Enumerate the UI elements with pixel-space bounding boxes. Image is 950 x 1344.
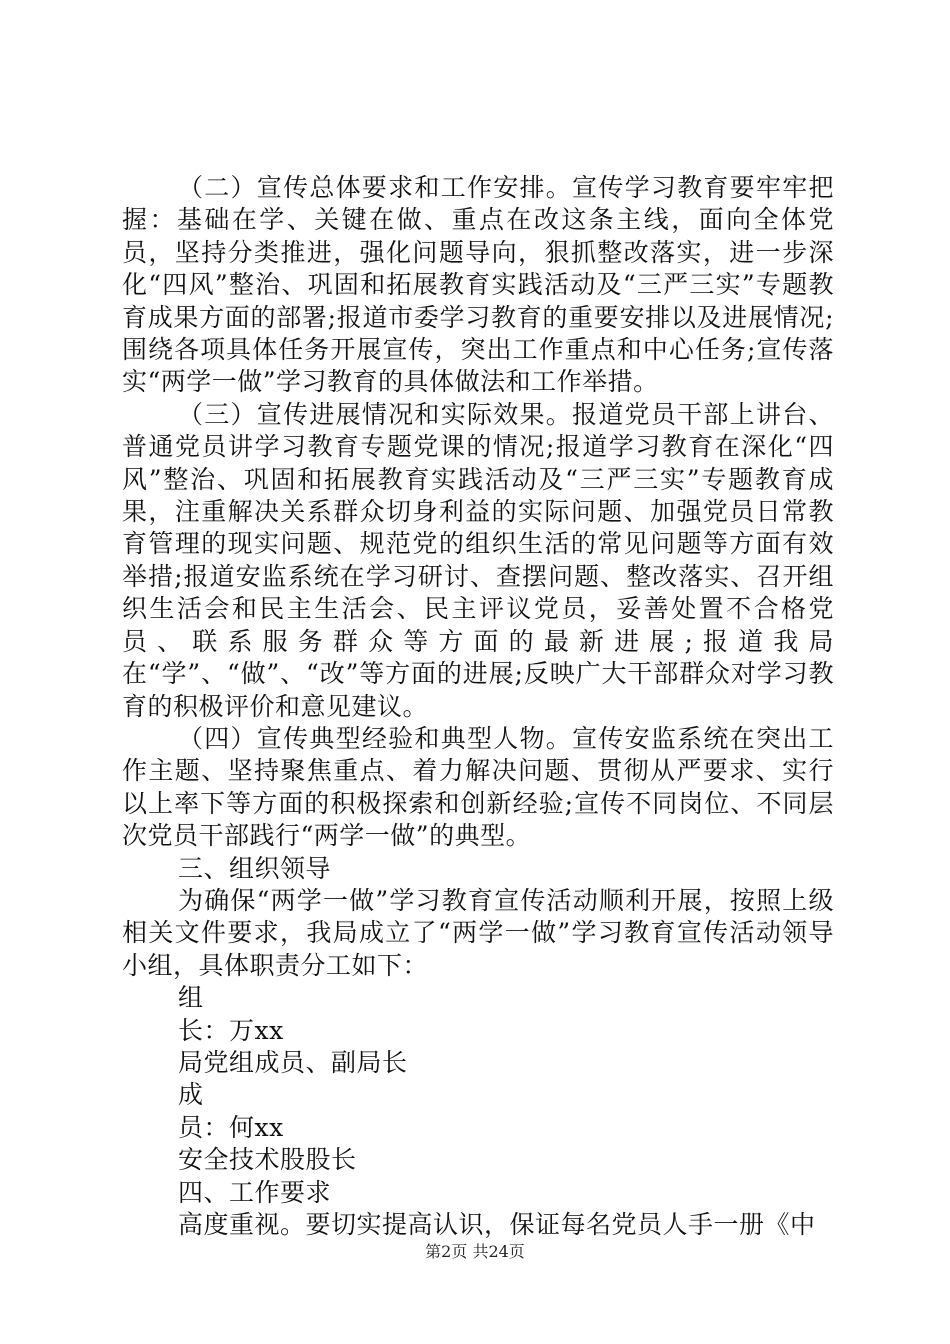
page-footer: 第2页 共24页: [425, 1242, 525, 1261]
paragraph-leading-group: 为确保“两学一做”学习教育宣传活动顺利开展，按照上级相关文件要求，我局成立了“两学一做”学习教育宣传活动领导小组，具体职责分工如下：: [122, 885, 834, 980]
heading-organization-leadership: 三、组织领导: [178, 853, 332, 883]
document-body: [122, 172, 834, 1241]
heading-work-requirements: 四、工作要求: [178, 1177, 332, 1207]
line-group-leader-2: 长：万xx: [178, 1015, 284, 1045]
paragraph-high-attention: 高度重视。要切实提高认识，保证每名党员人手一册《中: [178, 1210, 816, 1239]
line-leader-title: 局党组成员、副局长: [178, 1047, 408, 1077]
line-group-leader-1: 组: [178, 983, 204, 1013]
paragraph-publicity-requirements: （二）宣传总体要求和工作安排。宣传学习教育要牢牢把握：基础在学、关键在做、重点在改这条主线，面向全体党员，坚持分类推进，强化问题导向，狠抓整改落实，进一步深化“四风”整治、巩固和拓展教育实践活动及“三严三实”专题教育成果方面的部署;报道市委学习教育的重要安排以及进展情况;围绕各项具体任务开展宣传，突出工作重点和中心任务;宣传落实“两学一做”学习教育的具体做法和工作举措。: [122, 173, 834, 397]
paragraph-typical-experience: （四）宣传典型经验和典型人物。宣传安监系统在突出工作主题、坚持聚焦重点、着力解决问题、贯彻从严要求、实行以上率下等方面的积极探索和创新经验;宣传不同岗位、不同层次党员干部践行“两学一做”的典型。: [122, 723, 834, 851]
line-member-1: 成: [178, 1080, 204, 1110]
paragraph-progress-effects: （三）宣传进展情况和实际效果。报道党员干部上讲台、普通党员讲学习教育专题党课的情况;报道学习教育在深化“四风”整治、巩固和拓展教育实践活动及“三严三实”专题教育成果，注重解决关系群众切身利益的实际问题、加强党员日常教育管理的现实问题、规范党的组织生活的常见问题等方面有效举措;报道安监系统在学习研讨、查摆问题、整改落实、召开组织生活会和民主生活会、民主评议党员，妥善处置不合格党员、联系服务群众等方面的最新进展;报道我局在“学”、“做”、“改”等方面的进展;反映广大干部群众对学习教育的积极评价和意见建议。: [122, 399, 834, 721]
line-member-title: 安全技术股股长: [178, 1145, 357, 1175]
line-member-2: 员：何xx: [178, 1112, 284, 1142]
